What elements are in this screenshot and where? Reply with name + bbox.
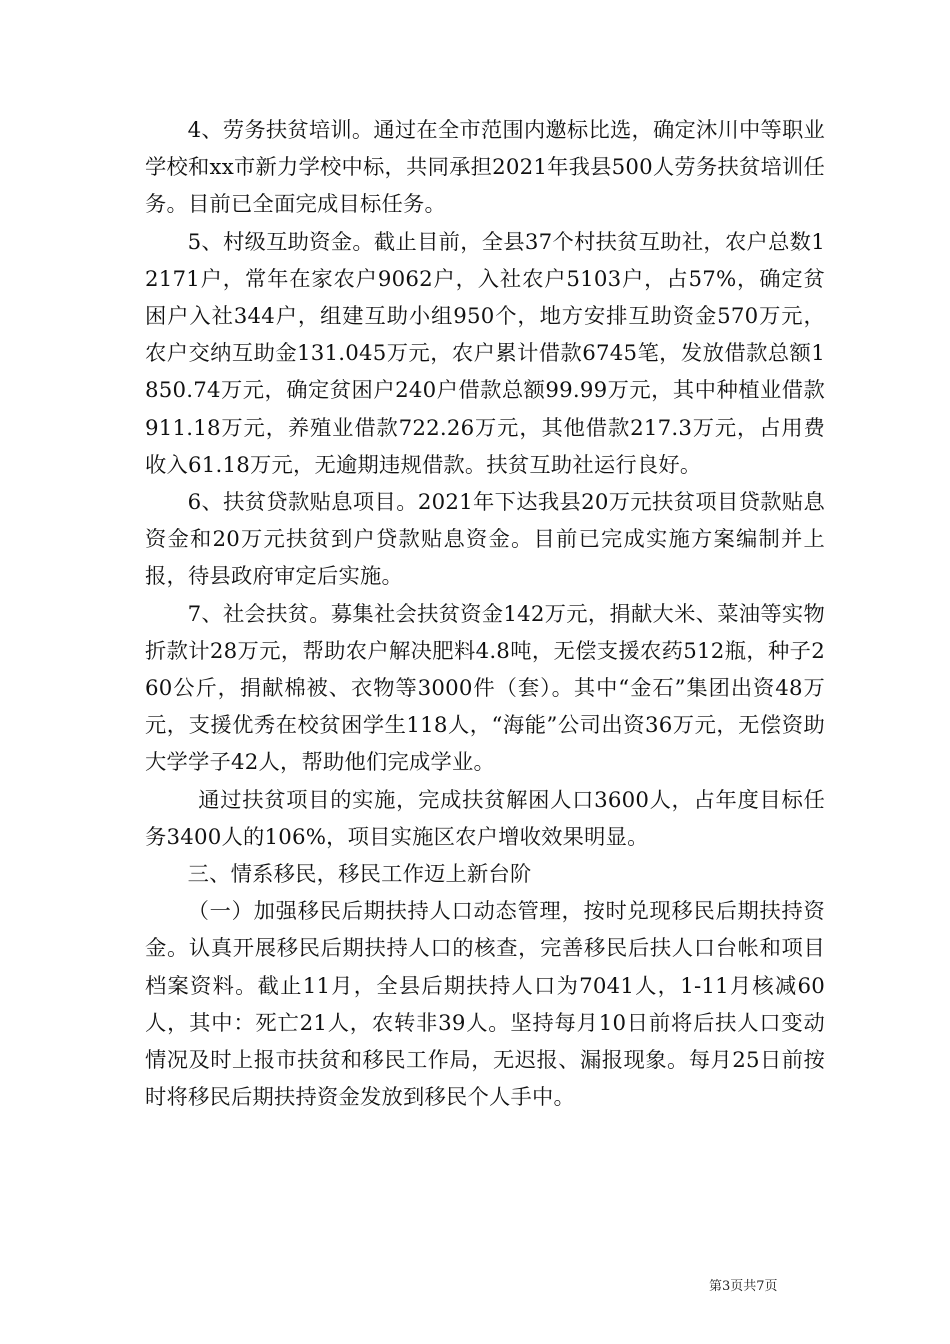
- page-number: 第3页共7页: [709, 1279, 778, 1294]
- paragraph-social-poverty-relief: 7、社会扶贫。募集社会扶贫资金142万元，捐献大米、菜油等实物折款计28万元，帮助农户解决肥料4.8吨，无偿支援农药512瓶，种子260公斤，捐献棉被、衣物等3000件（套）。其中“金石”集团出资48万元，支援优秀在校贫困学生118人，“海能”公司出资36万元，无偿资助大学学子42人，帮助他们完成学业。: [145, 601, 825, 776]
- paragraph-migrant-management: （一）加强移民后期扶持人口动态管理，按时兑现移民后期扶持资金。认真开展移民后期扶持人口的核查，完善移民后扶人口台帐和项目档案资料。截止11月，全县后期扶持人口为7041人，1-11月核减60人，其中：死亡21人，农转非39人。坚持每月10日前将后扶人口变动情况及时上报市扶贫和移民工作局，无迟报、漏报现象。每月25日前按时将移民后期扶持资金发放到移民个人手中。: [145, 899, 825, 1111]
- section-heading-migrants: 三、情系移民，移民工作迈上新台阶: [187, 862, 532, 888]
- paragraph-labor-training: 4、劳务扶贫培训。通过在全市范围内邀标比选，确定沐川中等职业学校和xx市新力学校中标，共同承担2021年我县500人劳务扶贫培训任务。目前已全面完成目标任务。: [145, 118, 825, 218]
- paragraph-project-summary: 通过扶贫项目的实施，完成扶贫解困人口3600人，占年度目标任务3400人的106%，项目实施区农户增收效果明显。: [145, 787, 825, 850]
- paragraph-mutual-aid-fund: 5、村级互助资金。截止目前，全县37个村扶贫互助社，农户总数12171户，常年在家农户9062户，入社农户5103户，占57%，确定贫困户入社344户，组建互助小组950个，地方安排互助资金570万元，农户交纳互助金131.045万元，农户累计借款6745笔，发放借款总额1850.74万元，确定贫困户240户借款总额99.99万元，其中种植业借款911.18万元，养殖业借款722.26万元，其他借款217.3万元，占用费收入61.18万元，无逾期违规借款。扶贫互助社运行良好。: [145, 229, 825, 478]
- document-body: [145, 112, 825, 1116]
- paragraph-loan-interest-subsidy: 6、扶贫贷款贴息项目。2021年下达我县20万元扶贫项目贷款贴息资金和20万元扶贫到户贷款贴息资金。目前已完成实施方案编制并上报，待县政府审定后实施。: [145, 490, 825, 590]
